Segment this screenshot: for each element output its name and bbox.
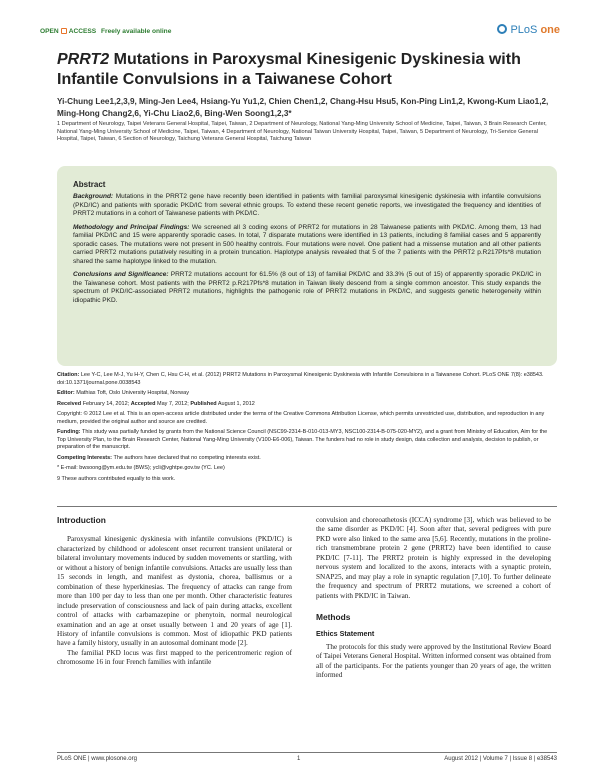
page-footer: [57, 756, 557, 766]
freely-available-label: Freely available online: [101, 28, 172, 35]
journal-header: [40, 26, 560, 42]
article-metadata: [57, 372, 557, 486]
logo-plos-text: PLoS: [510, 24, 538, 36]
published-date: August 1, 2012: [217, 400, 255, 407]
ethics-paragraph: The protocols for this study were approved by the Institutional Review Board of Taipei Veterans General Hospital. Written informed consent was obtained from all of the participants. For the patients younger than 20 years of age, the written informed: [316, 642, 551, 680]
affiliations: 1 Department of Neurology, Taipei Veterans General Hospital, Taipei, Taiwan, 2 Department of Neurology, National Yang-Ming University School of Medicine, Taipei, Taiwan, 3 Brain Research Center, National Yang-Ming University School of Medicine, Taipei, Taiwan, 4 Department of Neurology, National Taiwan University Hospital, Taipei, Taiwan, 5 Department of Neurology, Tri-Service General Hospital, Taipei, Taiwan, 6 Section of Neurology, Taichung Veterans General Hospital, Taichung Taiwan: [57, 121, 547, 143]
author-list: Yi-Chung Lee1,2,3,9, Ming-Jen Lee4, Hsiang-Yu Yu1,2, Chien Chen1,2, Chang-Hsu Hsu5, Kon-Ping Lin1,2, Kwong-Kum Liao1,2, Ming-Hong Chang2,6, Yi-Chu Liao2,6, Bing-Wen Soong1,2,3*: [57, 97, 549, 118]
footer-divider: [57, 752, 557, 753]
citation-text: Lee Y-C, Lee M-J, Yu H-Y, Chen C, Hsu C-H, et al. (2012) PRRT2 Mutations in Paroxysmal Kinesigenic Dyskinesia with Infantile Convulsions in a Taiwanese Cohort. PLoS ONE 7(8): e38543. doi:10.1371/journal.pone.0038543: [57, 372, 544, 386]
conclusions-text: PRRT2 mutations account for 61.5% (8 out of 13) of familial PKD/IC and 33.3% (5 out of 15) of apparently sporadic PKD/IC in the Taiwanese cohort. Most patients with the PRRT2 p.R217Pfs*8 mutation in Taiwan likely descend from a single common ancestor. This study expands the spectrum of PKD/IC-associated PRRT2 mutations, highlights the pathogenic role of PRRT2 mutations in PKD/IC, and suggests genetic heterogeneity within idiopathic PKD.: [73, 271, 541, 304]
abstract-methods: [73, 224, 541, 267]
equal-contribution: 9 These authors contributed equally to this work.: [57, 475, 176, 482]
background-label: Background:: [73, 193, 114, 200]
plos-logo-icon: [497, 24, 507, 34]
intro-continued-paragraph: convulsion and choreoathetosis (ICCA) syndrome [3], which was believed to be the same disorder as PKD/IC [4]. Soon after that, several pedigrees with pure PKD were also linked to the same area [5,6]. Recently, mutations in the proline-rich transmembrane protein 2 gene (PRRT2) have been identified to cause PKD/IC [7-11]. The PRRT2 protein is highly expressed in the developing nervous system and localized to the axons, interacts with a synaptic protein, SNAP25, and may play a role in synaptic regulation [7,10]. To further delineate the frequency and spectrum of PRRT2 mutations, we screened a cohort of patients with PKD/IC in Taiwan.: [316, 516, 551, 600]
conclusions-label: Conclusions and Significance:: [73, 271, 169, 278]
article-title: [57, 50, 547, 90]
competing-label: Competing Interests:: [57, 454, 113, 461]
footer-journal: PLoS ONE | www.plosone.org: [57, 756, 137, 762]
access-label: ACCESS: [68, 28, 97, 35]
competing-interests: [57, 455, 557, 463]
citation: [57, 372, 557, 387]
open-access-lock-icon: [61, 28, 67, 34]
abstract-background: [73, 193, 541, 219]
received-label: Received: [57, 400, 82, 407]
title-gene: PRRT2: [57, 51, 110, 68]
copyright: Copyright: © 2012 Lee et al. This is an open-access article distributed under the terms of the Creative Commons Attribution License, which permits unrestricted use, distribution, and reproduction in any medium, provided the original author and source are credited.: [57, 411, 545, 425]
intro-paragraph-2: The familial PKD locus was first mapped to the pericentromeric region of chromosome 16 in four French families with infantile: [57, 648, 292, 667]
published-label: Published: [190, 400, 217, 407]
accepted-label: Accepted: [130, 400, 156, 407]
methods-label: Methodology and Principal Findings:: [73, 223, 190, 231]
competing-text: The authors have declared that no competing interests exist.: [113, 454, 261, 461]
open-label: OPEN: [40, 28, 59, 35]
intro-paragraph-1: Paroxysmal kinesigenic dyskinesia with infantile convulsions (PKD/IC) is characterized by childhood or adolescent onset recurrent transient unilateral or bilateral involuntary movements induced by sudden movements or startling, with or without a history of benign infantile convulsions. Attacks are usually less than 15 seconds in length, and manifest as dystonia, chorea, ballismus or a combination of these hyperkinesias. The frequency of attacks can range from more than 100 per day to less than one per month. Other characteristic features include preservation of consciousness and lack of pain during attacks, excellent control of attacks with carbamazepine or phenytoin, normal neurological examination and an age at onset usually between 1 and 20 years of age [1]. History of infantile convulsions is common. Most of idiopathic PKD patients have a family history, usually in an autosomal dominant mode [2].: [57, 535, 292, 648]
ethics-heading: Ethics Statement: [316, 628, 375, 638]
page-number: 1: [297, 756, 301, 762]
editor-text: Mathias Toft, Oslo University Hospital, Norway: [76, 390, 189, 396]
funding: [57, 429, 557, 452]
footer-issue: August 2012 | Volume 7 | Issue 8 | e38543: [444, 756, 557, 762]
methods-text: We screened all 3 coding exons of PRRT2 for mutations in 28 Taiwanese patients with PKD/IC. Among them, 13 had familial PKD/IC and 15 were apparently sporadic cases. In total, 7 disparate mutations were identified in 13 patients, including 8 familial cases and 5 apparently sporadic cases. The mutations were not present in 500 healthy controls. Four mutations were novel. One patient had a missense mutation and all other patients carried PRRT2 mutations putatively resulting in a protein truncation. Haplotype analysis revealed that 5 of the 7 patients with the PRRT2 p.R217Pfs*8 mutation shared the same haplotype linked to the mutation.: [73, 223, 542, 265]
funding-text: This study was partially funded by grants from the National Science Council (NSC99-2314-B-010-013-MY3, NSC100-2314-B-075-020-MY2), and a grant from Ministry of Education, Aim for the Top University Plan, to the Brain Research Center, National Yang-Ming University (V100-E6-006), Taiwan. The funders had no role in study design, data collection and analysis, decision to publish, or preparation of the manuscript.: [57, 429, 548, 450]
plos-one-logo: [497, 24, 560, 36]
accepted-date: May 7, 2012;: [157, 400, 189, 407]
editor-label: Editor:: [57, 390, 75, 396]
introduction-heading: Introduction: [57, 515, 106, 525]
abstract-heading: Abstract: [73, 180, 106, 189]
dates: [57, 401, 557, 409]
title-rest: Mutations in Paroxysmal Kinesigenic Dyskinesia with Infantile Convulsions in a Taiwanese Cohort: [57, 51, 521, 88]
right-column: [316, 516, 551, 681]
logo-one-text: one: [540, 24, 560, 36]
received-date: February 14, 2012;: [82, 400, 130, 407]
editor: [57, 390, 557, 398]
open-access-badge: [40, 28, 171, 35]
abstract-conclusions: [73, 271, 541, 305]
background-text: Mutations in the PRRT2 gene have recently been identified in patients with familial paroxysmal kinesigenic dyskinesia with infantile convulsions (PKD/IC) and patients with sporadic PKD/IC from several ethnic groups. To extend these recent genetic reports, we investigated the frequency and identities of PRRT2 mutations in a cohort of Taiwanese patients with PKD/IC.: [73, 193, 542, 217]
corresponding-email: * E-mail: bwsoong@ym.edu.tw (BWS); ycli@vghtpe.gov.tw (YC. Lee): [57, 465, 225, 471]
section-divider: [57, 506, 557, 507]
left-column: [57, 516, 292, 668]
abstract-box: [57, 166, 557, 366]
funding-label: Funding:: [57, 429, 81, 435]
citation-label: Citation:: [57, 372, 80, 378]
methods-heading: Methods: [316, 612, 351, 623]
